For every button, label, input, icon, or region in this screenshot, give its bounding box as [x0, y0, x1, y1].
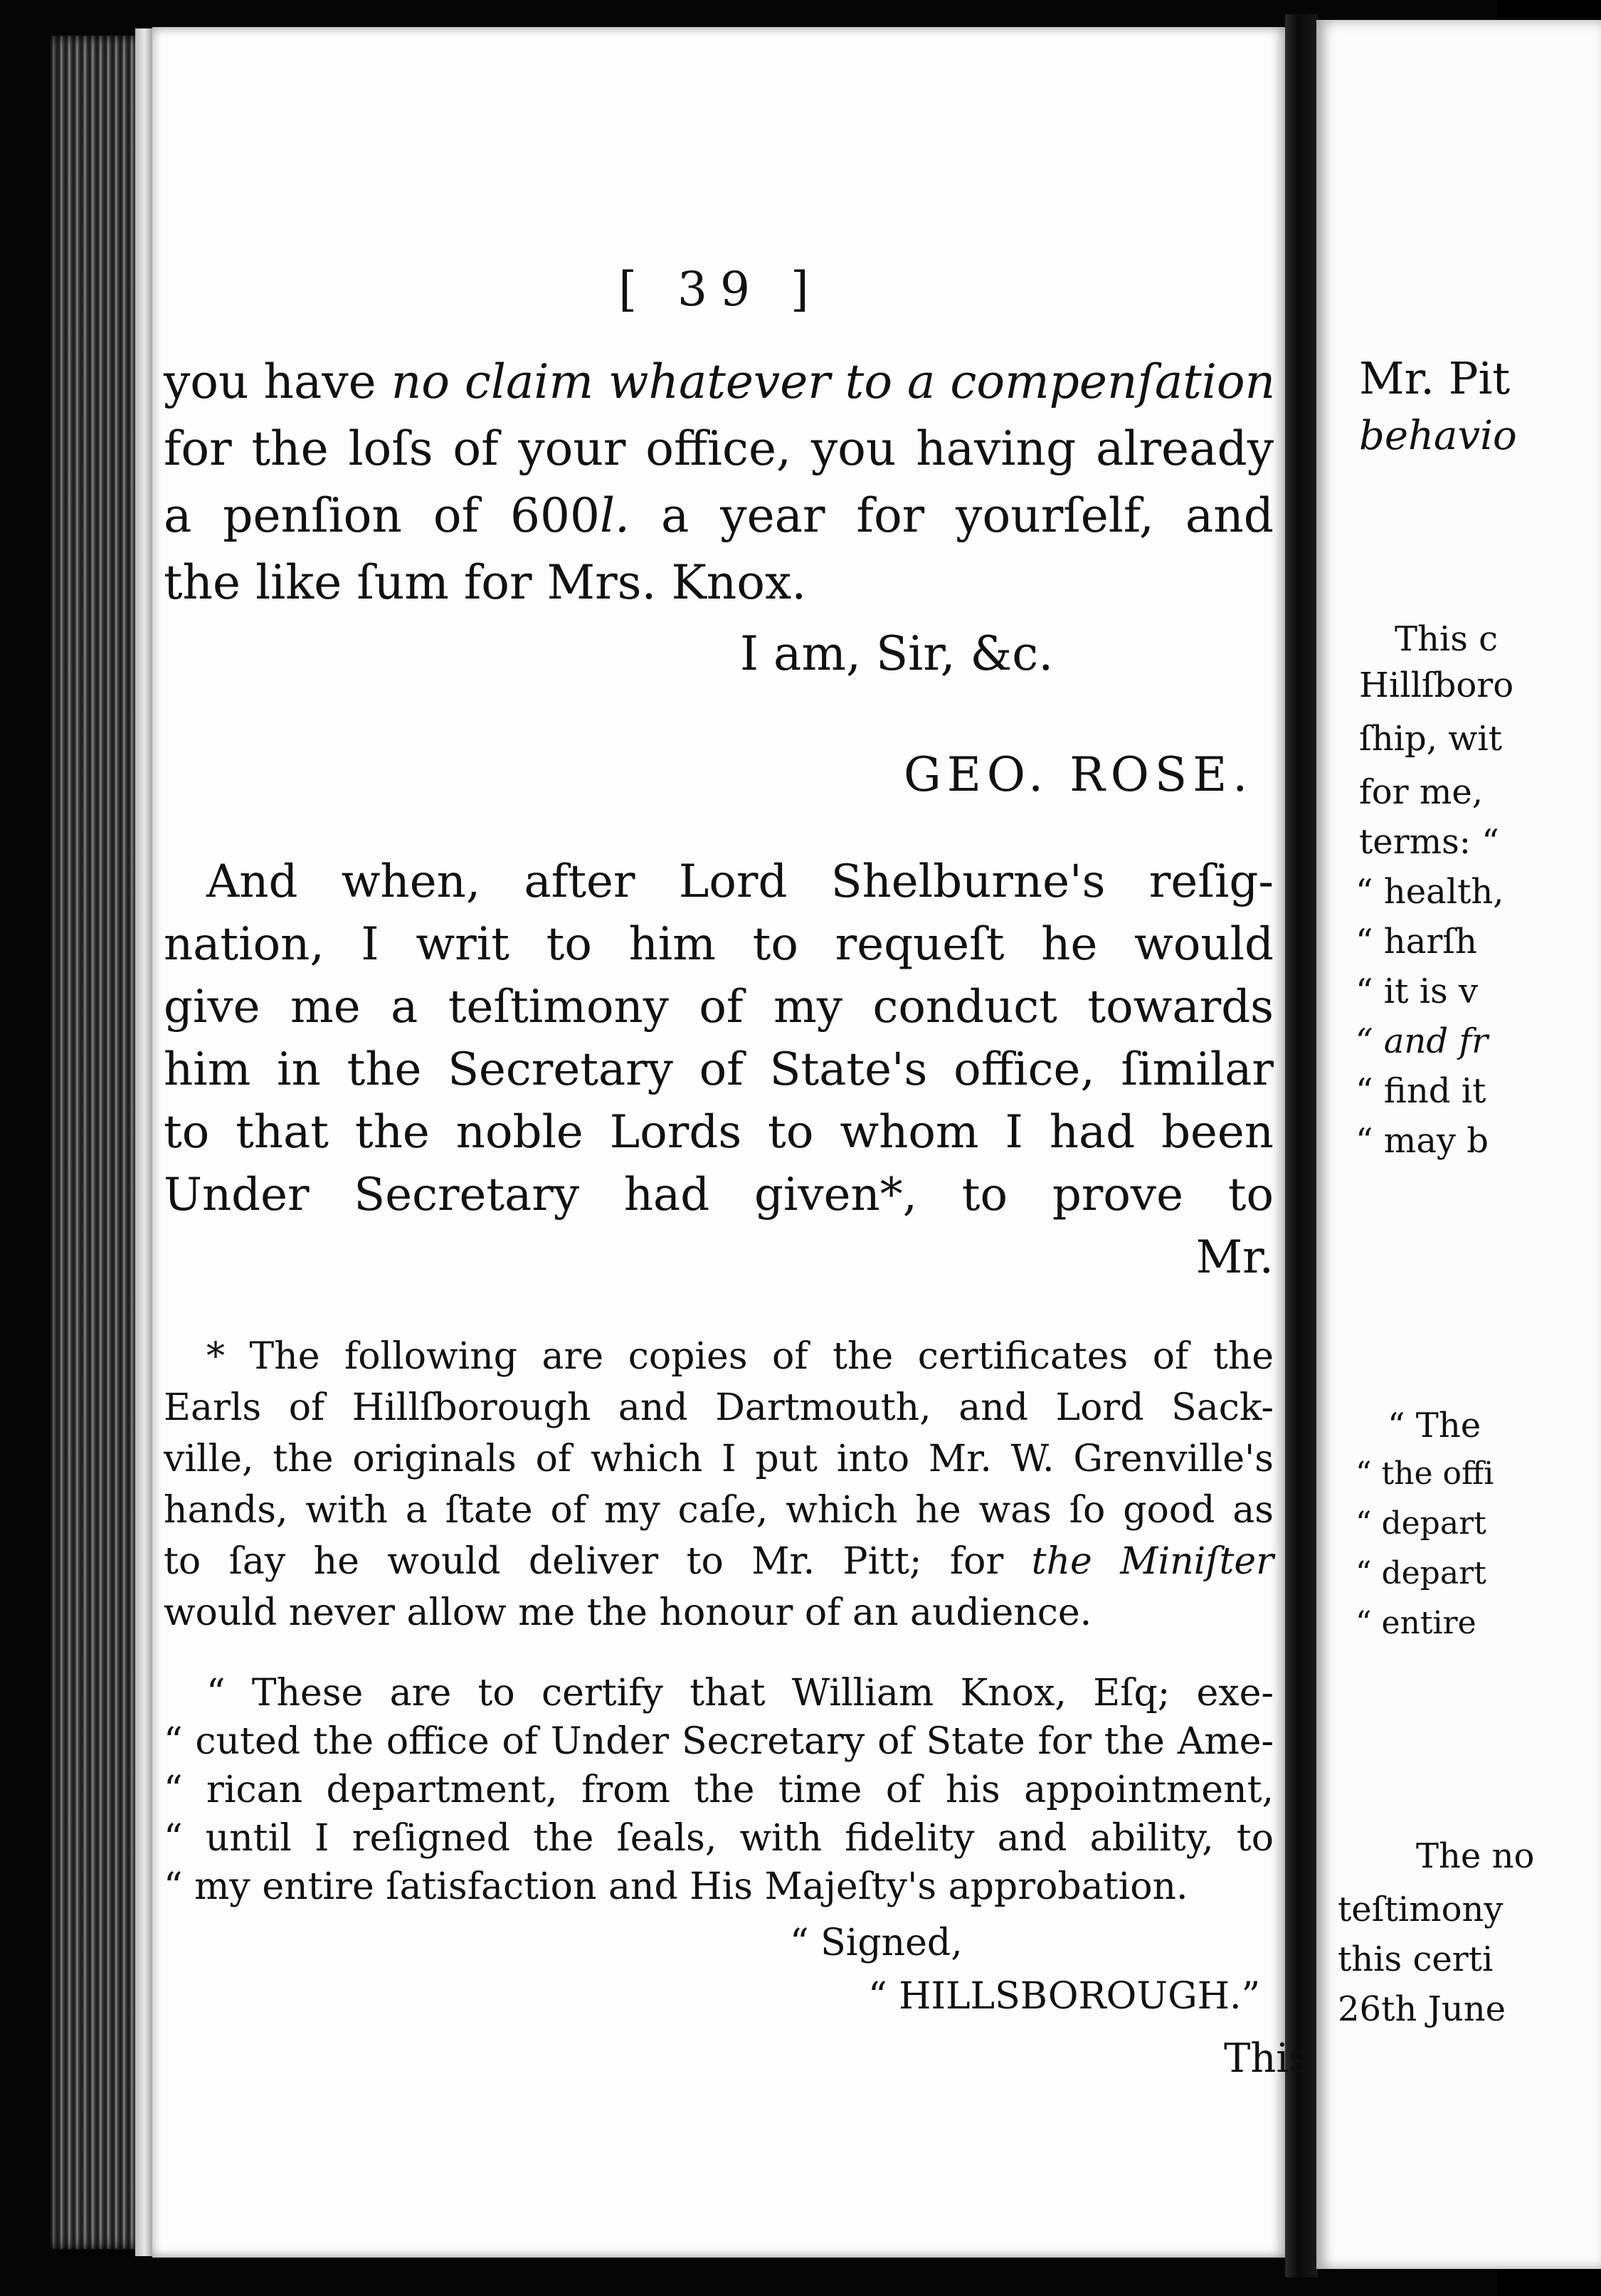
- line-text: to ſay he would deliver to Mr. Pitt; for: [164, 1540, 1032, 1583]
- footnote-line: [164, 1536, 1274, 1587]
- right-page-line: ſhip, wit: [1359, 719, 1502, 759]
- right-page-line: Hillſboro: [1359, 665, 1514, 705]
- right-page-line: teſtimony: [1338, 1890, 1504, 1929]
- right-page-line: “ depart: [1356, 1555, 1486, 1591]
- italic-text: no claim whatever to a compenſation: [391, 354, 1276, 409]
- text-line: [164, 349, 1274, 416]
- line-text: Earls of Hillſborough and Dartmouth, and Lord Sack-: [164, 1386, 1274, 1429]
- footnote-line: [164, 1331, 1274, 1382]
- line-text: the like ſum for Mrs. Knox.: [164, 555, 807, 610]
- letter-signature: GEO. ROSE.: [904, 747, 1254, 802]
- right-page-line: behavio: [1359, 413, 1517, 459]
- text-line: And when, after Lord Shelburne's reſig-: [206, 855, 1274, 908]
- quote-line: “ These are to certify that William Knox, Eſq; exe-: [206, 1672, 1274, 1715]
- line-text: a penſion of 600: [164, 488, 600, 543]
- line-text: * The following are copies of the certificates of the: [206, 1335, 1274, 1378]
- line-text: you have: [164, 354, 391, 409]
- right-page-line: “ entire: [1356, 1605, 1476, 1641]
- text-line: to that the noble Lords to whom I had been: [164, 1106, 1274, 1159]
- letter-closing: I am, Sir, &c.: [740, 626, 1054, 681]
- line-text: hands, with a ſtate of my caſe, which he was ſo good as: [164, 1489, 1274, 1532]
- right-page-line: “ it is v: [1356, 971, 1479, 1011]
- right-page-line: “ depart: [1356, 1505, 1486, 1542]
- certificate-quote: [164, 1669, 1274, 1911]
- right-page-line: “ harſh: [1356, 922, 1477, 962]
- right-page-line: this certi: [1338, 1939, 1494, 1979]
- text-line: give me a teſtimony of my conduct towards: [164, 981, 1274, 1033]
- italic-text: l.: [599, 488, 630, 543]
- body-paragraph-1: [164, 349, 1274, 616]
- footnote-line: [164, 1433, 1274, 1485]
- right-page-line: 26th June: [1338, 1989, 1506, 2029]
- right-page-line: “ and fr: [1356, 1021, 1489, 1061]
- right-page-line: “ may b: [1356, 1121, 1489, 1161]
- footnote-line: [164, 1587, 1274, 1638]
- footnote-line: [164, 1382, 1274, 1433]
- quote-signed: “ Signed,: [790, 1922, 963, 1964]
- text-line: [164, 549, 1274, 616]
- catchword: This: [1224, 2036, 1310, 2082]
- line-text: ville, the originals of which I put into Mr. W. Grenville's: [164, 1438, 1274, 1480]
- quote-line: “ until I reſigned the ſeals, with fidelity and ability, to: [164, 1817, 1274, 1860]
- right-page-line: “ the offi: [1356, 1455, 1494, 1492]
- page-edge-highlight: [135, 28, 154, 2256]
- italic-text: the Miniſter: [1031, 1540, 1274, 1583]
- right-page-line: terms: “: [1359, 822, 1499, 862]
- quote-signer: “ HILLSBOROUGH.”: [868, 1975, 1261, 2018]
- catchword-line: Mr.: [1195, 1231, 1274, 1284]
- right-page-line: “ The: [1388, 1406, 1481, 1445]
- text-line: him in the Secretary of State's office, ſimilar: [164, 1043, 1274, 1096]
- right-page-line: “ find it: [1356, 1071, 1486, 1111]
- quote-line: “ rican department, from the time of his appointment,: [164, 1769, 1274, 1811]
- right-page-line: This c: [1395, 619, 1499, 659]
- line-text: would never allow me the honour of an audience.: [164, 1591, 1092, 1634]
- quote-line: “ cuted the office of Under Secretary of State for the Ame-: [164, 1720, 1274, 1763]
- right-page-line: for me,: [1359, 772, 1484, 812]
- right-page-line: Mr. Pit: [1359, 352, 1511, 404]
- text-line: [164, 416, 1274, 483]
- quote-line: “ my entire ſatisfaction and His Majeſty's approbation.: [164, 1865, 1188, 1908]
- footnote-line: [164, 1485, 1274, 1536]
- line-text: for the loſs of your office, you having already: [164, 421, 1274, 476]
- text-line: nation, I writ to him to requeſt he would: [164, 918, 1274, 971]
- text-line: Under Secretary had given*, to prove to: [164, 1169, 1274, 1221]
- text-line: [164, 483, 1274, 549]
- body-paragraph-2: [164, 851, 1274, 1289]
- book-gutter: [1285, 14, 1318, 2277]
- line-text: a year for yourſelf, and: [630, 488, 1274, 543]
- right-page-line: “ health,: [1356, 872, 1504, 912]
- right-page-line: The no: [1416, 1836, 1535, 1876]
- footnote: [164, 1331, 1274, 1638]
- page-number: [ 39 ]: [618, 262, 822, 317]
